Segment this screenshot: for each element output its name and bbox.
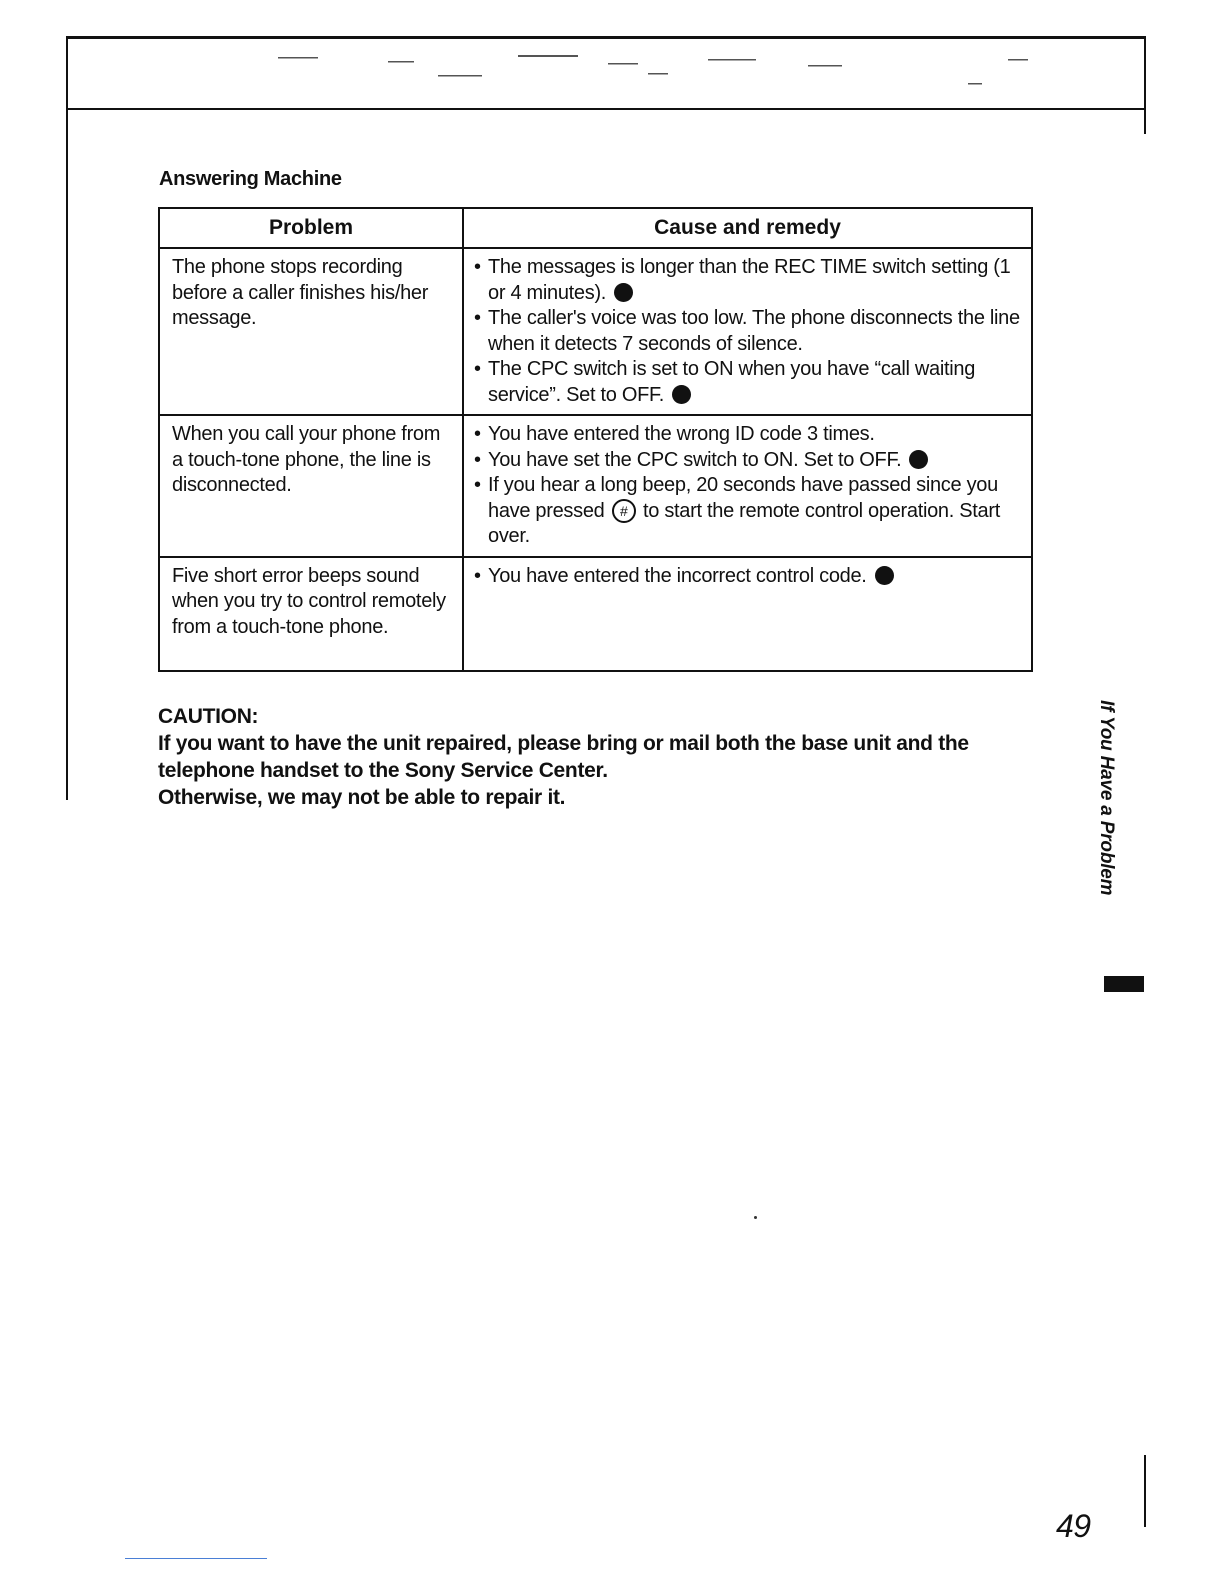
- remedy-text: You have entered the incorrect control code.: [488, 564, 867, 587]
- caution-notice: [158, 703, 1058, 811]
- remedy-text: You have entered the wrong ID code 3 times.: [488, 423, 875, 445]
- page-number: 49: [1056, 1508, 1091, 1544]
- reference-marker-icon: [875, 566, 894, 585]
- remedy-text: The CPC switch is set to ON when you have “call waiting service”. Set to OFF.: [488, 358, 976, 406]
- chapter-thumb-marker: [1104, 976, 1144, 992]
- section-title: Answering Machine: [159, 168, 342, 190]
- reference-marker-icon: [672, 385, 691, 404]
- scan-speck: [754, 1216, 757, 1219]
- chapter-side-tab: [1095, 700, 1125, 900]
- remedy-list: [464, 558, 1031, 596]
- remedy-text: You have set the CPC switch to ON. Set to OFF.: [488, 448, 902, 471]
- remedy-cell: [463, 415, 1032, 557]
- reference-marker-icon: [909, 450, 928, 469]
- remedy-item: [474, 564, 1021, 590]
- remedy-cell: [463, 557, 1032, 671]
- caution-title: CAUTION:: [158, 705, 259, 728]
- problem-cell: [159, 248, 463, 415]
- caution-line-1: If you want to have the unit repaired, please bring or mail both the base unit and the telephone handset to the Sony Service Center.: [158, 732, 969, 782]
- page-header-box: [66, 36, 1146, 110]
- remedy-text: The caller's voice was too low. The phone disconnects the line when it detects 7 seconds of silence.: [488, 307, 1020, 355]
- bottom-rule: [125, 1558, 267, 1559]
- troubleshooting-table: [158, 207, 1033, 672]
- remedy-column-header: Cause and remedy: [463, 208, 1032, 248]
- left-margin-rule: [66, 110, 68, 800]
- problem-text: The phone stops recording before a caller finishes his/her message.: [172, 256, 429, 329]
- problem-column-header: Problem: [159, 208, 463, 248]
- problem-cell: [159, 557, 463, 671]
- chapter-side-tab-label: If You Have a Problem: [1096, 700, 1117, 896]
- remedy-text: to start the remote control operation. Start over.: [488, 499, 1001, 547]
- scan-noise-decoration: [188, 53, 1048, 93]
- remedy-list: [464, 416, 1031, 556]
- problem-cell: [159, 415, 463, 557]
- problem-text: Five short error beeps sound when you try to control remotely from a touch-tone phone.: [172, 564, 446, 638]
- remedy-cell: [463, 248, 1032, 415]
- remedy-item: [474, 255, 1021, 306]
- right-margin-rule-bottom: [1144, 1455, 1146, 1527]
- table-header-row: [159, 208, 1032, 248]
- hash-key-icon: #: [612, 499, 636, 523]
- reference-marker-icon: [614, 283, 633, 302]
- remedy-item: [474, 448, 1021, 474]
- problem-text: When you call your phone from a touch-tone phone, the line is disconnected.: [172, 423, 441, 496]
- table-row: [159, 248, 1032, 415]
- remedy-text: If you hear a long beep, 20 seconds have passed since you have pressed: [488, 474, 998, 522]
- remedy-item: [474, 422, 1021, 448]
- remedy-item: [474, 306, 1021, 357]
- table-row: [159, 415, 1032, 557]
- remedy-list: [464, 249, 1031, 414]
- caution-line-2: Otherwise, we may not be able to repair it.: [158, 786, 566, 809]
- remedy-item: [474, 357, 1021, 408]
- table-row: [159, 557, 1032, 671]
- right-margin-rule-top: [1144, 110, 1146, 134]
- remedy-text: The messages is longer than the REC TIME switch setting (1 or 4 minutes).: [488, 256, 1011, 304]
- remedy-item: [474, 473, 1021, 550]
